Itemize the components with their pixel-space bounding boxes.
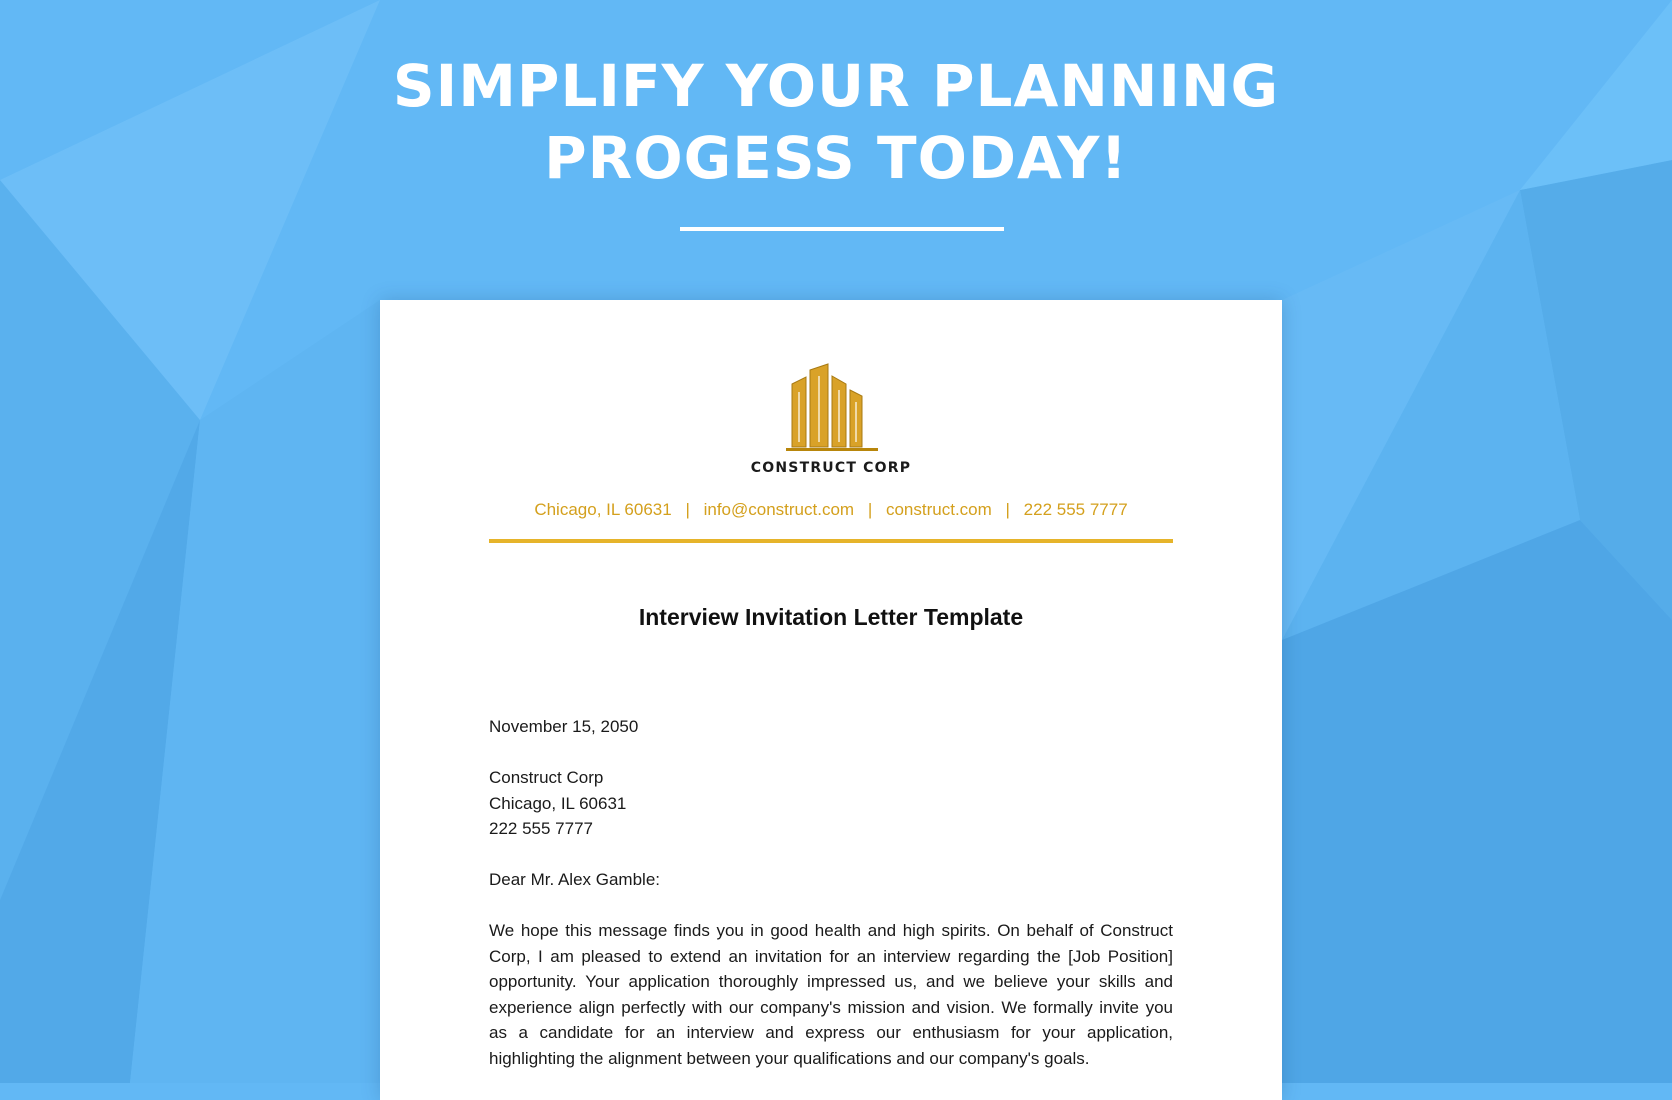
headline-line-2: PROGESS TODAY! [544,124,1128,192]
buildings-logo-icon [786,362,878,454]
contact-separator: | [685,500,690,519]
sender-address [489,765,1173,842]
contact-website[interactable]: construct.com [885,500,992,519]
company-name: CONSTRUCT CORP [750,460,912,476]
contact-separator: | [1005,500,1010,519]
contact-line [380,500,1282,520]
address-line: Chicago, IL 60631 [489,793,627,813]
letter-document [380,300,1282,1100]
contact-email[interactable]: info@construct.com [703,500,855,519]
banner-headline [0,50,1672,194]
headline-line-1: SIMPLIFY YOUR PLANNING [392,52,1280,120]
letterhead-divider [489,539,1173,543]
contact-phone: 222 555 7777 [1023,500,1128,519]
contact-location: Chicago, IL 60631 [534,500,672,519]
address-line: Construct Corp [489,768,604,787]
address-line: 222 555 7777 [489,819,593,838]
letter-date: November 15, 2050 [489,717,639,736]
letter-paragraph: We hope this message finds you in good health and high spirits. On behalf of Construct Corp, I am pleased to extend an invitation for an interview regarding the [Job Position] opportunity. Your application thoroughly impressed us, and we believe your skills and experience align perfectly with our company's mission and vision. We formally invite you as a candidate for an interview and express our enthusiasm for your application, highlighting the alignment between your qualifications and our company's goals. [489,921,1173,1068]
letter-title: Interview Invitation Letter Template [638,604,1024,630]
headline-divider [680,227,1004,231]
contact-separator: | [867,500,873,519]
salutation: Dear Mr. Alex Gamble: [489,870,661,889]
